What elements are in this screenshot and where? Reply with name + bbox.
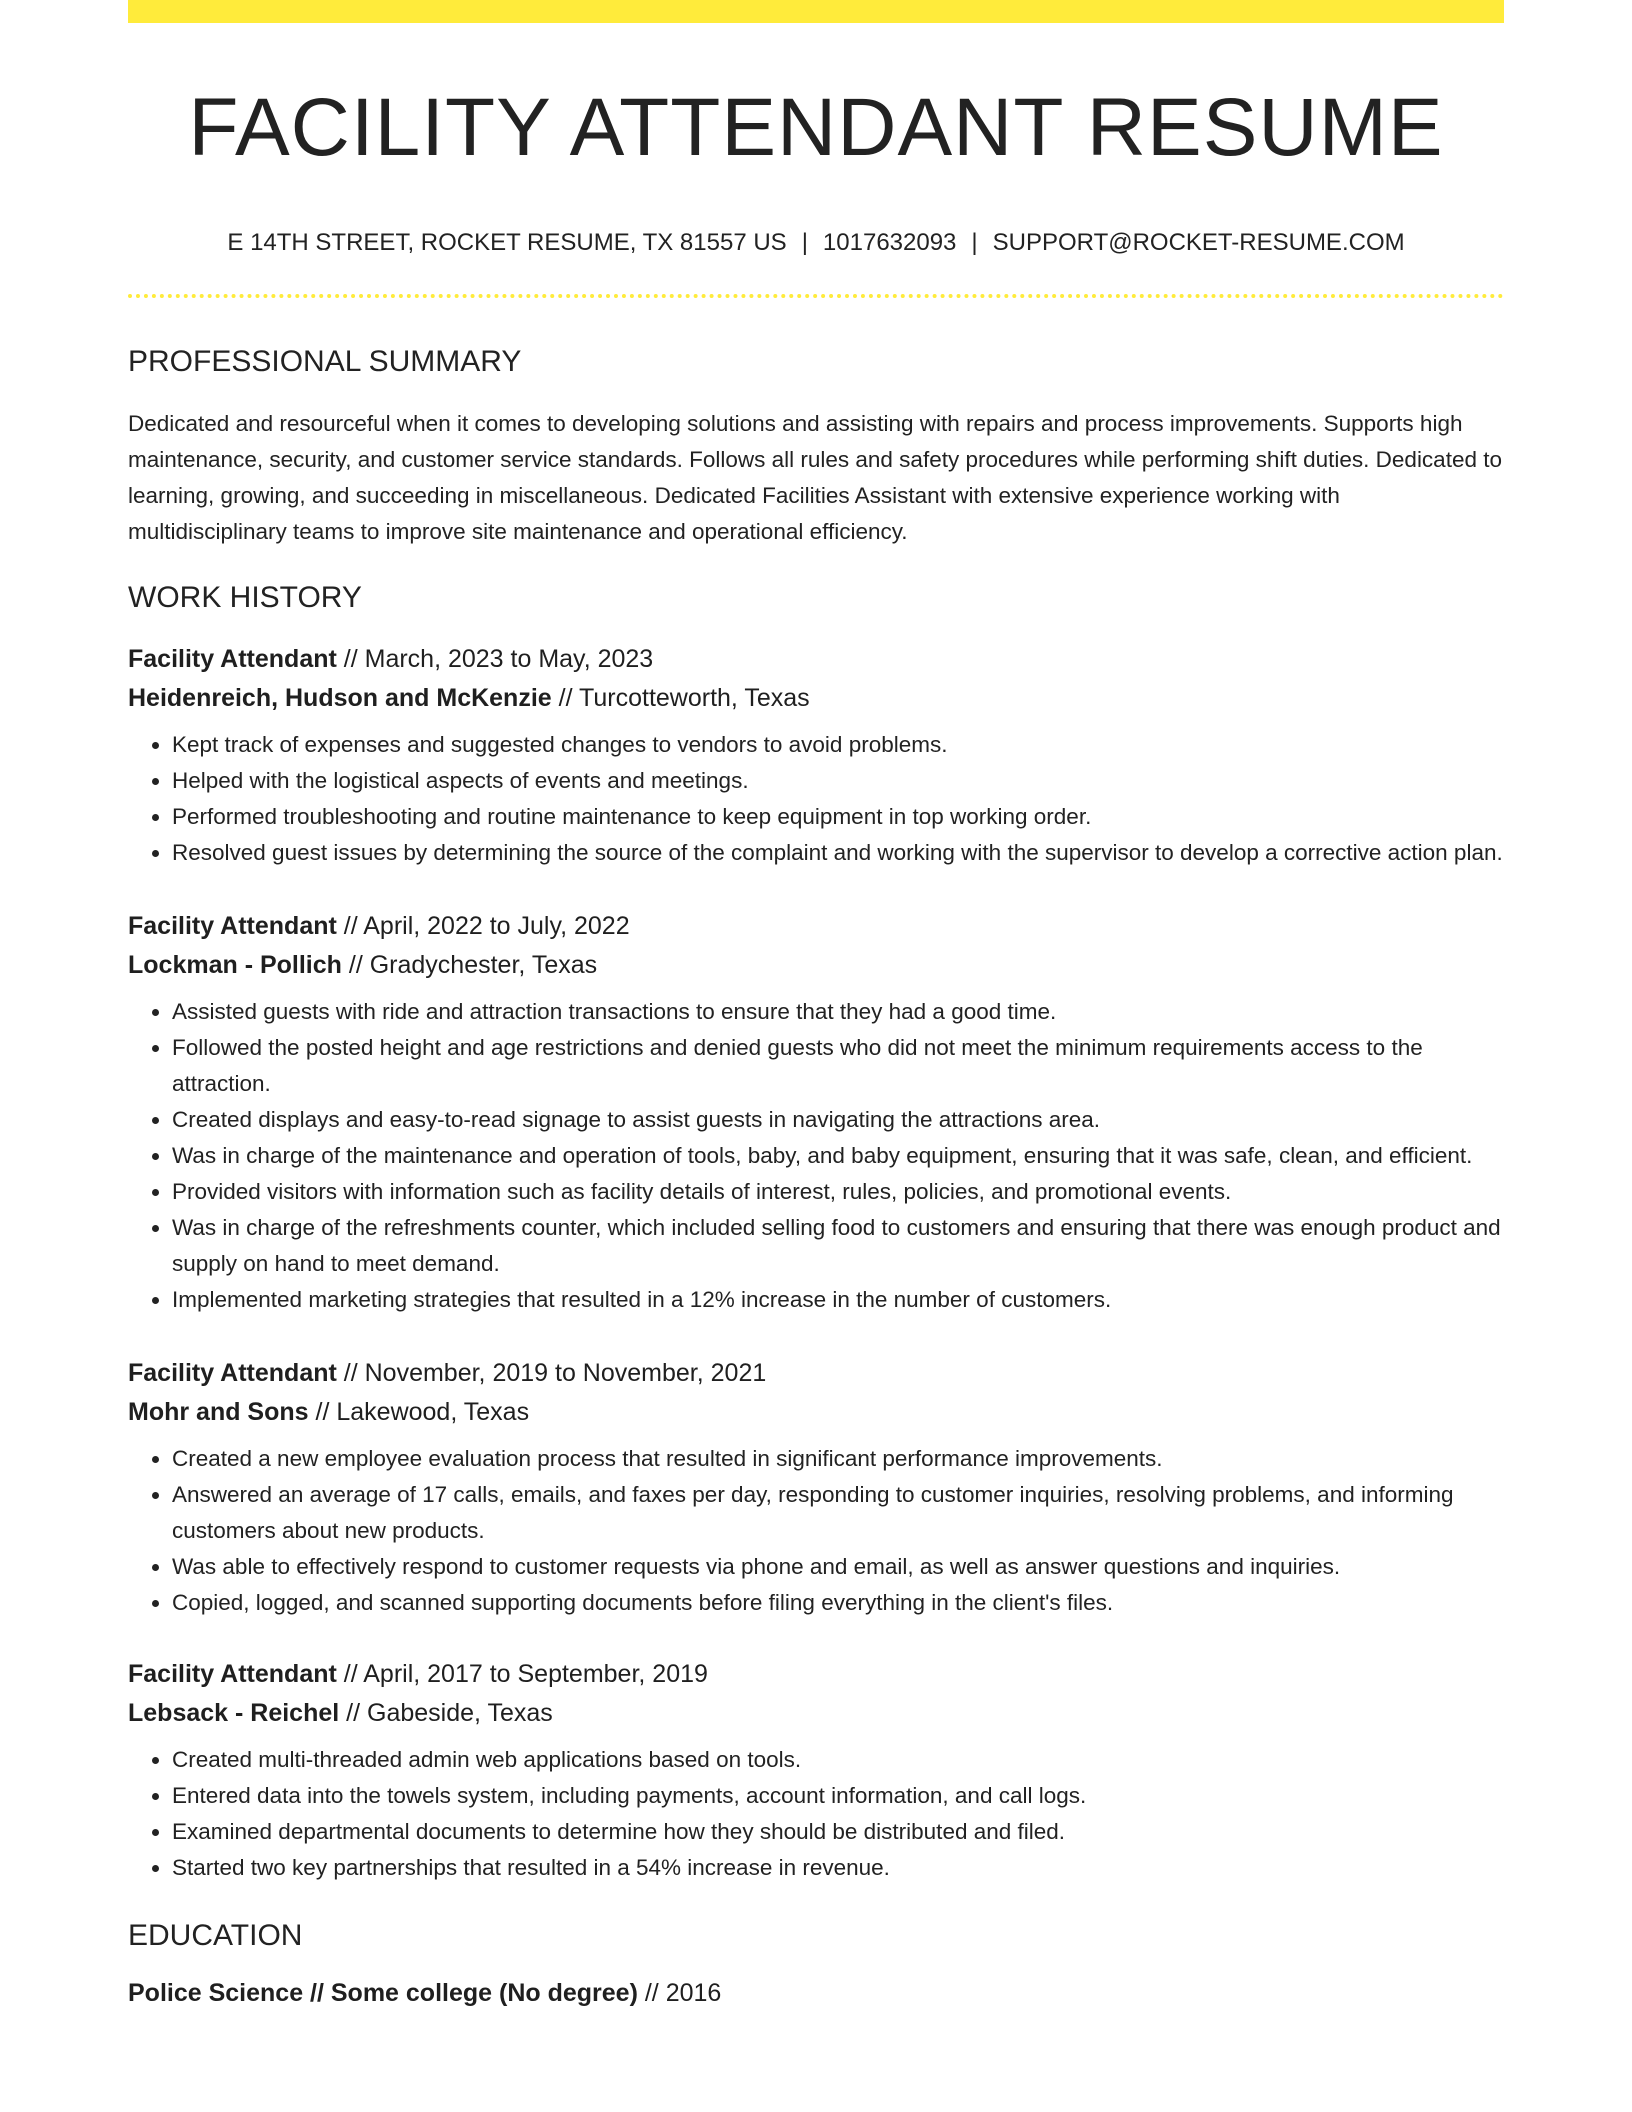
education-entry (128, 1978, 1504, 2008)
job-company-line (128, 950, 1504, 980)
job-bullet: • Entered data into the towels system, including payments, account information, and call logs. (172, 1778, 1504, 1814)
job-bullets (128, 994, 1504, 1318)
job-title: Facility Attendant (128, 644, 337, 673)
job-title-line (128, 644, 1504, 674)
education-degree: Police Science // Some college (No degree) (128, 1978, 638, 2007)
contact-address: E 14TH STREET, ROCKET RESUME, TX 81557 US (227, 229, 787, 257)
job-title: Facility Attendant (128, 1358, 337, 1387)
job-bullet: • Was able to effectively respond to customer requests via phone and email, as well as answer questions and inquiries. (172, 1549, 1504, 1585)
dotted-divider (128, 294, 1504, 298)
contact-phone: 1017632093 (822, 229, 957, 257)
job-dates: // November, 2019 to November, 2021 (343, 1358, 767, 1387)
contact-separator: | (971, 229, 978, 257)
job-bullet: • Copied, logged, and scanned supporting documents before filing everything in the client's files. (172, 1585, 1504, 1621)
job-bullet: • Assisted guests with ride and attraction transactions to ensure that they had a good time. (172, 994, 1504, 1030)
page-title: FACILITY ATTENDANT RESUME (188, 82, 1444, 173)
resume-page (128, 0, 1504, 2008)
job-dates: // April, 2022 to July, 2022 (343, 911, 630, 940)
job-bullet: • Kept track of expenses and suggested changes to vendors to avoid problems. (172, 727, 1504, 763)
job-title-line (128, 1358, 1504, 1388)
summary-heading: PROFESSIONAL SUMMARY (128, 344, 522, 378)
work-history-list (128, 644, 1504, 1886)
job-entry (128, 644, 1504, 871)
job-title-line (128, 911, 1504, 941)
job-bullet: • Implemented marketing strategies that resulted in a 12% increase in the number of customers. (172, 1282, 1504, 1318)
job-bullet: • Created multi-threaded admin web applications based on tools. (172, 1742, 1504, 1778)
job-dates: // March, 2023 to May, 2023 (343, 644, 654, 673)
job-bullet: • Was in charge of the refreshments counter, which included selling food to customers and ensuring that there was enough product and supply on hand to meet demand. (172, 1210, 1504, 1282)
education-year: // 2016 (644, 1978, 722, 2007)
contact-separator: | (801, 229, 808, 257)
job-company-line (128, 1698, 1504, 1728)
education-heading: EDUCATION (128, 1918, 303, 1952)
job-bullets (128, 727, 1504, 871)
top-accent-bar (128, 0, 1504, 23)
job-location: // Gabeside, Texas (346, 1698, 553, 1727)
job-location: // Turcotteworth, Texas (558, 683, 810, 712)
job-bullet: • Answered an average of 17 calls, emails, and faxes per day, responding to customer inquiries, resolving problems, and informing customers about new products. (172, 1477, 1504, 1549)
job-bullet: • Examined departmental documents to determine how they should be distributed and filed. (172, 1814, 1504, 1850)
job-bullet: • Created displays and easy-to-read signage to assist guests in navigating the attractions area. (172, 1102, 1504, 1138)
job-bullet: • Followed the posted height and age restrictions and denied guests who did not meet the minimum requirements access to the attraction. (172, 1030, 1504, 1102)
job-title-line (128, 1659, 1504, 1689)
job-bullets (128, 1742, 1504, 1886)
work-history-heading: WORK HISTORY (128, 580, 362, 614)
job-company: Lockman - Pollich (128, 950, 342, 979)
job-company: Mohr and Sons (128, 1397, 309, 1426)
job-entry (128, 911, 1504, 1318)
contact-email: SUPPORT@ROCKET-RESUME.COM (992, 229, 1405, 257)
job-entry (128, 1358, 1504, 1621)
job-entry (128, 1659, 1504, 1886)
job-bullet: • Started two key partnerships that resulted in a 54% increase in revenue. (172, 1850, 1504, 1886)
job-location: // Lakewood, Texas (315, 1397, 530, 1426)
contact-line (128, 229, 1504, 258)
job-bullet: • Provided visitors with information such as facility details of interest, rules, policies, and promotional events. (172, 1174, 1504, 1210)
job-company: Heidenreich, Hudson and McKenzie (128, 683, 552, 712)
job-bullet: • Created a new employee evaluation process that resulted in significant performance improvements. (172, 1441, 1504, 1477)
job-title: Facility Attendant (128, 911, 337, 940)
job-dates: // April, 2017 to September, 2019 (343, 1659, 708, 1688)
job-company: Lebsack - Reichel (128, 1698, 340, 1727)
job-company-line (128, 1397, 1504, 1427)
job-company-line (128, 683, 1504, 713)
job-location: // Gradychester, Texas (348, 950, 598, 979)
job-bullet: • Helped with the logistical aspects of events and meetings. (172, 763, 1504, 799)
job-bullet: • Resolved guest issues by determining the source of the complaint and working with the supervisor to develop a corrective action plan. (172, 835, 1504, 871)
job-bullet: • Was in charge of the maintenance and operation of tools, baby, and baby equipment, ensuring that it was safe, clean, and efficient. (172, 1138, 1504, 1174)
job-title: Facility Attendant (128, 1659, 337, 1688)
job-bullet: • Performed troubleshooting and routine maintenance to keep equipment in top working order. (172, 799, 1504, 835)
job-bullets (128, 1441, 1504, 1621)
summary-text: Dedicated and resourceful when it comes to developing solutions and assisting with repairs and process improvements. Supports high maintenance, security, and customer service standards. Follows all rules and safety procedures while performing shift duties. Dedicated to learning, growing, and succeeding in miscellaneous. Dedicated Facilities Assistant with extensive experience working with multidisciplinary teams to improve site maintenance and operational efficiency. (128, 410, 1502, 544)
